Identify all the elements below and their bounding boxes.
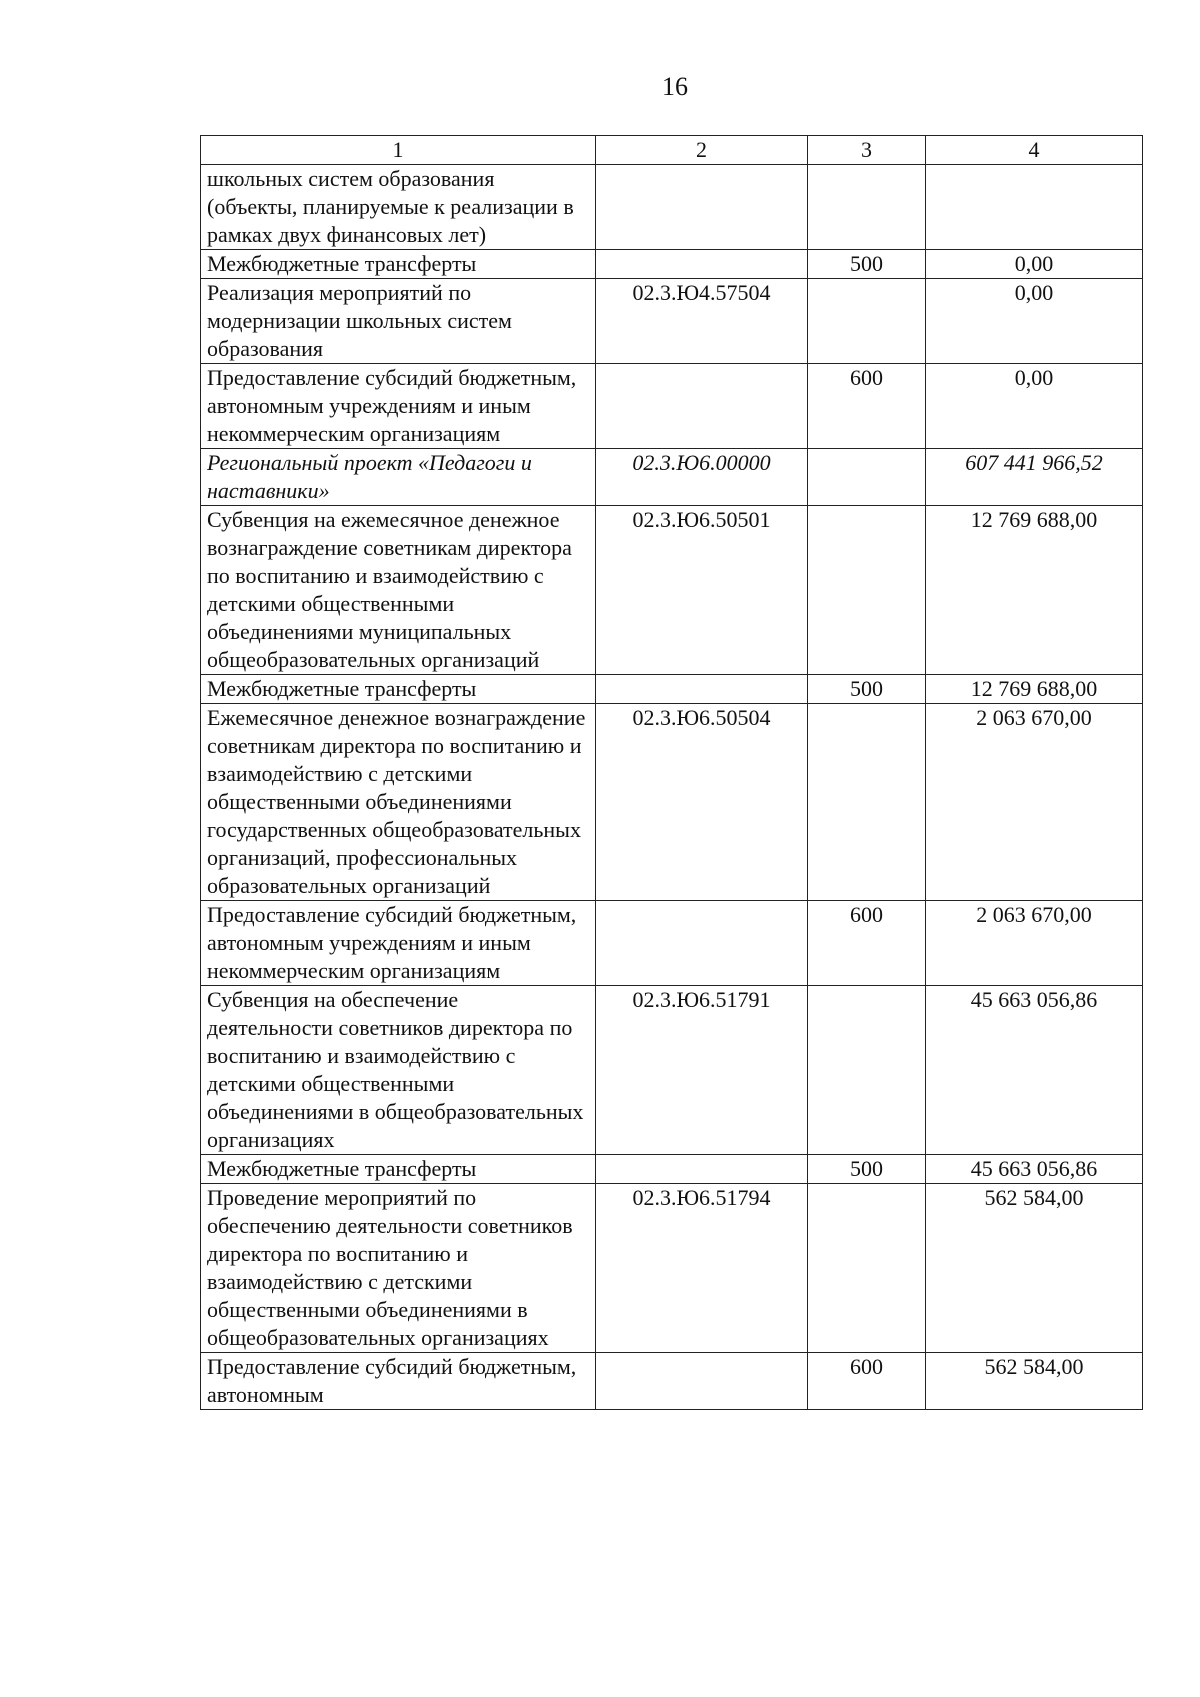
row-type-cell: 500 — [808, 1155, 926, 1184]
row-amount-cell: 12 769 688,00 — [926, 675, 1143, 704]
row-type-cell — [808, 986, 926, 1155]
row-name-cell: Реализация мероприятий по модернизации школьных систем образования — [201, 279, 596, 364]
column-header-2: 2 — [596, 136, 808, 165]
row-name-cell: Межбюджетные трансферты — [201, 250, 596, 279]
row-name-cell: Предоставление субсидий бюджетным, автономным — [201, 1353, 596, 1410]
row-code-cell — [596, 675, 808, 704]
header-row — [201, 136, 1143, 165]
table-row — [201, 250, 1143, 279]
table-row — [201, 165, 1143, 250]
row-type-cell — [808, 279, 926, 364]
row-code-cell: 02.3.Ю4.57504 — [596, 279, 808, 364]
row-amount-cell: 0,00 — [926, 279, 1143, 364]
table-row — [201, 704, 1143, 901]
row-type-cell: 500 — [808, 250, 926, 279]
row-code-cell: 02.3.Ю6.50501 — [596, 506, 808, 675]
row-amount-cell — [926, 165, 1143, 250]
row-type-cell: 600 — [808, 901, 926, 986]
row-name-cell: Предоставление субсидий бюджетным, автономным учреждениям и иным некоммерческим организациям — [201, 901, 596, 986]
row-amount-cell: 0,00 — [926, 250, 1143, 279]
row-name-cell: Субвенция на обеспечение деятельности советников директора по воспитанию и взаимодействию с детскими общественными объединениями в общеобразовательных организациях — [201, 986, 596, 1155]
table-body — [201, 165, 1143, 1410]
row-amount-cell: 45 663 056,86 — [926, 1155, 1143, 1184]
table-row — [201, 449, 1143, 506]
row-code-cell — [596, 901, 808, 986]
row-name-cell: школьных систем образования (объекты, планируемые к реализации в рамках двух финансовых лет) — [201, 165, 596, 250]
row-amount-cell: 607 441 966,52 — [926, 449, 1143, 506]
row-code-cell — [596, 1353, 808, 1410]
row-type-cell — [808, 704, 926, 901]
row-amount-cell: 562 584,00 — [926, 1184, 1143, 1353]
row-name-cell: Субвенция на ежемесячное денежное вознаграждение советникам директора по воспитанию и взаимодействию с детскими общественными объединениями муниципальных общеобразовательных организаций — [201, 506, 596, 675]
table-header — [201, 136, 1143, 165]
row-type-cell — [808, 449, 926, 506]
row-name-cell: Межбюджетные трансферты — [201, 675, 596, 704]
row-code-cell — [596, 250, 808, 279]
row-name-cell: Региональный проект «Педагоги и наставники» — [201, 449, 596, 506]
table-row — [201, 675, 1143, 704]
row-code-cell: 02.3.Ю6.51794 — [596, 1184, 808, 1353]
row-type-cell: 600 — [808, 1353, 926, 1410]
row-name-cell: Предоставление субсидий бюджетным, автономным учреждениям и иным некоммерческим организациям — [201, 364, 596, 449]
row-type-cell: 600 — [808, 364, 926, 449]
row-code-cell: 02.3.Ю6.00000 — [596, 449, 808, 506]
budget-table — [200, 135, 1143, 1410]
row-code-cell — [596, 364, 808, 449]
column-header-3: 3 — [808, 136, 926, 165]
row-type-cell — [808, 506, 926, 675]
row-amount-cell: 45 663 056,86 — [926, 986, 1143, 1155]
table-row — [201, 901, 1143, 986]
row-amount-cell: 562 584,00 — [926, 1353, 1143, 1410]
row-type-cell — [808, 165, 926, 250]
table-row — [201, 1155, 1143, 1184]
row-code-cell — [596, 1155, 808, 1184]
row-amount-cell: 2 063 670,00 — [926, 901, 1143, 986]
table-row — [201, 279, 1143, 364]
column-header-1: 1 — [201, 136, 596, 165]
table-row — [201, 506, 1143, 675]
table-row — [201, 364, 1143, 449]
column-header-4: 4 — [926, 136, 1143, 165]
row-type-cell — [808, 1184, 926, 1353]
table-row — [201, 1184, 1143, 1353]
row-amount-cell: 12 769 688,00 — [926, 506, 1143, 675]
row-code-cell — [596, 165, 808, 250]
row-name-cell: Межбюджетные трансферты — [201, 1155, 596, 1184]
row-name-cell: Ежемесячное денежное вознаграждение советникам директора по воспитанию и взаимодействию с детскими общественными объединениями государственных общеобразовательных организаций, профессиональных образовательных организаций — [201, 704, 596, 901]
row-type-cell: 500 — [808, 675, 926, 704]
row-code-cell: 02.3.Ю6.50504 — [596, 704, 808, 901]
row-amount-cell: 0,00 — [926, 364, 1143, 449]
row-amount-cell: 2 063 670,00 — [926, 704, 1143, 901]
table-row — [201, 1353, 1143, 1410]
row-code-cell: 02.3.Ю6.51791 — [596, 986, 808, 1155]
table-row — [201, 986, 1143, 1155]
page-number: 16 — [662, 72, 688, 101]
row-name-cell: Проведение мероприятий по обеспечению деятельности советников директора по воспитанию и взаимодействию с детскими общественными объединениями в общеобразовательных организациях — [201, 1184, 596, 1353]
